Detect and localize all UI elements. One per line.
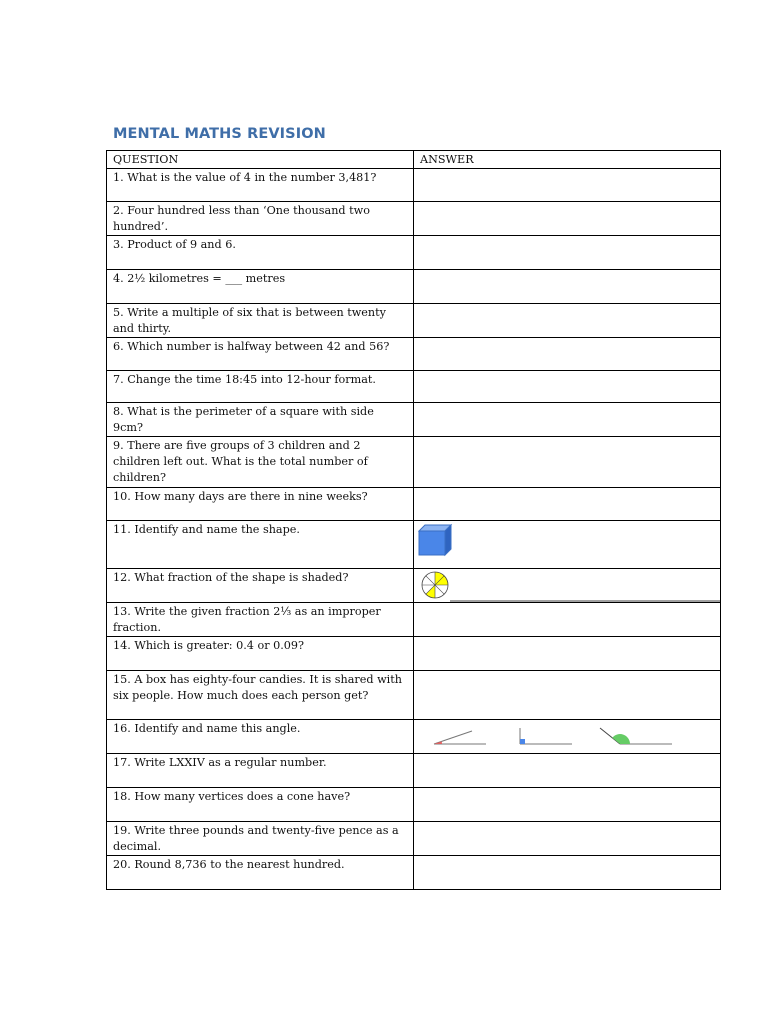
answer-cell[interactable] xyxy=(414,403,721,437)
table-row xyxy=(107,403,721,437)
table-row xyxy=(107,637,721,671)
question-cell: 6. Which number is halfway between 42 and 56? xyxy=(107,338,414,371)
question-cell: 4. 2½ kilometres = ___ metres xyxy=(107,270,414,304)
question-cell: 2. Four hundred less than ‘One thousand two hundred’. xyxy=(107,202,414,236)
question-cell: 13. Write the given fraction 2⅓ as an improper fraction. xyxy=(107,603,414,637)
fraction-circle-icon xyxy=(414,569,721,603)
answer-cell[interactable] xyxy=(414,720,721,754)
table-row xyxy=(107,338,721,371)
question-cell: 9. There are five groups of 3 children and 2 children left out. What is the total number of children? xyxy=(107,437,414,488)
table-row xyxy=(107,569,721,603)
question-cell: 7. Change the time 18:45 into 12-hour format. xyxy=(107,371,414,403)
question-cell: 18. How many vertices does a cone have? xyxy=(107,788,414,822)
obtuse-angle-icon xyxy=(600,728,672,744)
answer-cell[interactable] xyxy=(414,270,721,304)
answer-cell[interactable] xyxy=(414,371,721,403)
table-row xyxy=(107,754,721,788)
angles-figure xyxy=(414,720,721,754)
answer-cell[interactable] xyxy=(414,637,721,671)
question-cell: 10. How many days are there in nine weeks? xyxy=(107,488,414,521)
question-cell: 5. Write a multiple of six that is between twenty and thirty. xyxy=(107,304,414,338)
question-cell: 19. Write three pounds and twenty-five pence as a decimal. xyxy=(107,822,414,856)
question-cell: 11. Identify and name the shape. xyxy=(107,521,414,569)
answer-cell[interactable] xyxy=(414,437,721,488)
cube-icon xyxy=(414,521,721,569)
answer-cell[interactable] xyxy=(414,788,721,822)
table-row xyxy=(107,236,721,270)
table-row xyxy=(107,671,721,720)
header-row xyxy=(107,151,721,169)
question-cell: 17. Write LXXIV as a regular number. xyxy=(107,754,414,788)
answer-cell[interactable] xyxy=(414,569,721,603)
question-cell: 8. What is the perimeter of a square with side 9cm? xyxy=(107,403,414,437)
table-row xyxy=(107,202,721,236)
right-angle-icon xyxy=(520,728,572,744)
question-cell: 12. What fraction of the shape is shaded? xyxy=(107,569,414,603)
question-header: QUESTION xyxy=(107,151,414,169)
answer-cell[interactable] xyxy=(414,202,721,236)
answer-cell[interactable] xyxy=(414,754,721,788)
table-row xyxy=(107,488,721,521)
table-row xyxy=(107,788,721,822)
question-cell: 15. A box has eighty-four candies. It is shared with six people. How much does each person get? xyxy=(107,671,414,720)
answer-header: ANSWER xyxy=(414,151,721,169)
table-row xyxy=(107,822,721,856)
acute-angle-icon xyxy=(434,731,486,744)
table-row xyxy=(107,304,721,338)
answer-cell[interactable] xyxy=(414,856,721,890)
table-row xyxy=(107,371,721,403)
table-row xyxy=(107,169,721,202)
question-cell: 16. Identify and name this angle. xyxy=(107,720,414,754)
answer-cell[interactable] xyxy=(414,603,721,637)
question-cell: 14. Which is greater: 0.4 or 0.09? xyxy=(107,637,414,671)
answer-cell[interactable] xyxy=(414,338,721,371)
answer-cell[interactable] xyxy=(414,521,721,569)
question-cell: 20. Round 8,736 to the nearest hundred. xyxy=(107,856,414,890)
question-cell: 1. What is the value of 4 in the number 3,481? xyxy=(107,169,414,202)
answer-cell[interactable] xyxy=(414,488,721,521)
page-title: MENTAL MATHS REVISION xyxy=(113,126,326,142)
answer-cell[interactable] xyxy=(414,236,721,270)
table-row xyxy=(107,437,721,488)
question-cell: 3. Product of 9 and 6. xyxy=(107,236,414,270)
table-row xyxy=(107,270,721,304)
table-row xyxy=(107,603,721,637)
table-row xyxy=(107,856,721,890)
answer-cell[interactable] xyxy=(414,671,721,720)
answer-cell[interactable] xyxy=(414,822,721,856)
answer-cell[interactable] xyxy=(414,169,721,202)
answer-cell[interactable] xyxy=(414,304,721,338)
table-row xyxy=(107,521,721,569)
table-row xyxy=(107,720,721,754)
revision-table xyxy=(106,150,721,890)
